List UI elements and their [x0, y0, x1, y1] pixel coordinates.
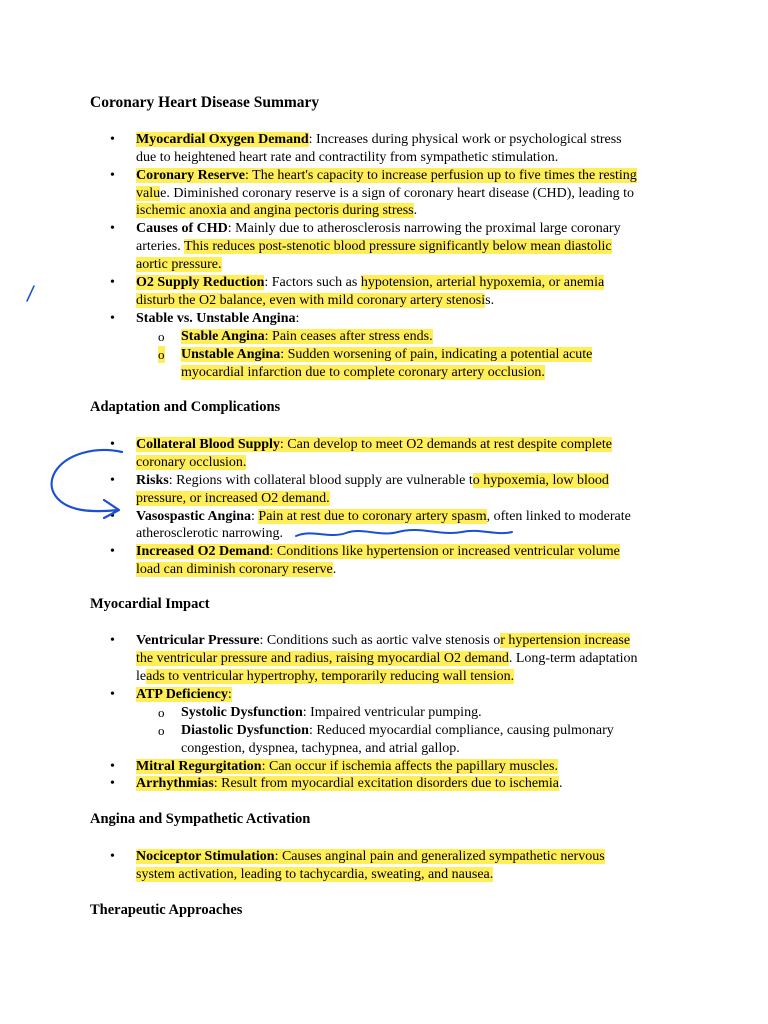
list-item-line: atherosclerotic narrowing. [136, 526, 283, 541]
list-item-line: ATP Deficiency: [136, 687, 232, 702]
term: Coronary Reserve [136, 168, 245, 183]
list-item-line: Stable vs. Unstable Angina: [136, 311, 300, 326]
list-item-line: leads to ventricular hypertrophy, temporarily reducing wall tension. [136, 669, 515, 684]
list-item-line: disturb the O2 balance, even with mild coronary artery stenosis. [136, 293, 495, 308]
wavy-underline [296, 530, 512, 536]
list-item-line: Increased O2 Demand: Conditions like hypertension or increased ventricular volume [136, 544, 620, 559]
page-title: Coronary Heart Disease Summary [90, 94, 320, 111]
bullet: • [110, 221, 115, 236]
bullet: • [110, 687, 115, 702]
term: O2 Supply Reduction [136, 275, 265, 290]
term: Stable Angina [181, 329, 265, 344]
list-item-line: Coronary Reserve: The heart's capacity to increase perfusion up to five times the resting [136, 168, 637, 183]
term: Ventricular Pressure [136, 633, 260, 648]
list-item-line: pressure, or increased O2 demand. [136, 491, 330, 506]
bullet: • [110, 311, 115, 326]
stray-pen-mark [27, 286, 34, 301]
sub-list-item-line: Diastolic Dysfunction: Reduced myocardial compliance, causing pulmonary [181, 723, 614, 738]
sub-list-item-line: Unstable Angina: Sudden worsening of pain, indicating a potential acute [181, 347, 593, 362]
bullet: • [110, 132, 115, 147]
list-item-line: Ventricular Pressure: Conditions such as aortic valve stenosis or hypertension increase [136, 633, 631, 648]
term: Stable vs. Unstable Angina [136, 311, 296, 326]
term: Risks [136, 473, 169, 488]
term: Unstable Angina [181, 347, 281, 362]
term: Diastolic Dysfunction [181, 723, 309, 738]
bullet: • [110, 168, 115, 183]
section-heading: Angina and Sympathetic Activation [90, 811, 311, 827]
list-item-line: Nociceptor Stimulation: Causes anginal pain and generalized sympathetic nervous [136, 849, 605, 864]
list-item-line: system activation, leading to tachycardia, sweating, and nausea. [136, 867, 494, 882]
sub-list-item-line: Systolic Dysfunction: Impaired ventricular pumping. [181, 705, 482, 720]
list-item-line: the ventricular pressure and radius, raising myocardial O2 demand. Long-term adaptation [136, 651, 638, 666]
bullet: • [110, 776, 115, 791]
list-item-line: Mitral Regurgitation: Can occur if ischemia affects the papillary muscles. [136, 759, 558, 774]
term: Vasospastic Angina [136, 509, 252, 524]
list-item-line: Collateral Blood Supply: Can develop to meet O2 demands at rest despite complete [136, 437, 612, 452]
sub-list-item-line: congestion, dyspnea, tachypnea, and atrial gallop. [181, 741, 460, 756]
term: Arrhythmias [136, 776, 214, 791]
term: Nociceptor Stimulation [136, 849, 275, 864]
list-item-line: Myocardial Oxygen Demand: Increases during physical work or psychological stress [136, 132, 622, 147]
section-heading: Myocardial Impact [90, 596, 210, 612]
list-item-line: aortic pressure. [136, 257, 222, 272]
sub-bullet: o [158, 723, 165, 738]
sub-list-item-line: myocardial infarction due to complete coronary artery occlusion. [181, 365, 545, 380]
list-item-line: Vasospastic Angina: Pain at rest due to coronary artery spasm, often linked to moderate [136, 509, 631, 524]
term: Systolic Dysfunction [181, 705, 303, 720]
list-item-line: load can diminish coronary reserve. [136, 562, 337, 577]
bullet: • [110, 849, 115, 864]
sub-bullet: o [158, 347, 165, 362]
bullet: • [110, 275, 115, 290]
list-item-line: value. Diminished coronary reserve is a sign of coronary heart disease (CHD), leading to [136, 186, 635, 201]
section-heading: Therapeutic Approaches [90, 902, 243, 918]
term: Myocardial Oxygen Demand [136, 132, 309, 147]
list-item-line: Arrhythmias: Result from myocardial excitation disorders due to ischemia. [136, 776, 563, 791]
list-item-line: arteries. This reduces post-stenotic blood pressure significantly below mean diastolic [136, 239, 612, 254]
list-item-line: coronary occlusion. [136, 455, 247, 470]
list-item-line: Causes of CHD: Mainly due to atherosclerosis narrowing the proximal large coronary [136, 221, 621, 236]
sub-bullet: o [158, 329, 165, 344]
sub-list-item-line: Stable Angina: Pain ceases after stress ends. [181, 329, 433, 344]
bullet: • [110, 509, 115, 524]
bullet: • [110, 544, 115, 559]
term: ATP Deficiency [136, 687, 228, 702]
term: Mitral Regurgitation [136, 759, 262, 774]
sub-bullet: o [158, 705, 165, 720]
bullet: • [110, 633, 115, 648]
term: Collateral Blood Supply [136, 437, 280, 452]
term: Causes of CHD [136, 221, 228, 236]
term: Increased O2 Demand [136, 544, 270, 559]
list-item-line: O2 Supply Reduction: Factors such as hypotension, arterial hypoxemia, or anemia [136, 275, 605, 290]
bullet: • [110, 437, 115, 452]
bullet: • [110, 473, 115, 488]
bullet: • [110, 759, 115, 774]
section-heading: Adaptation and Complications [90, 399, 281, 415]
list-item-line: due to heightened heart rate and contractility from sympathetic stimulation. [136, 150, 559, 165]
list-item-line: ischemic anoxia and angina pectoris during stress. [136, 203, 418, 218]
list-item-line: Risks: Regions with collateral blood supply are vulnerable to hypoxemia, low blood [136, 473, 609, 488]
